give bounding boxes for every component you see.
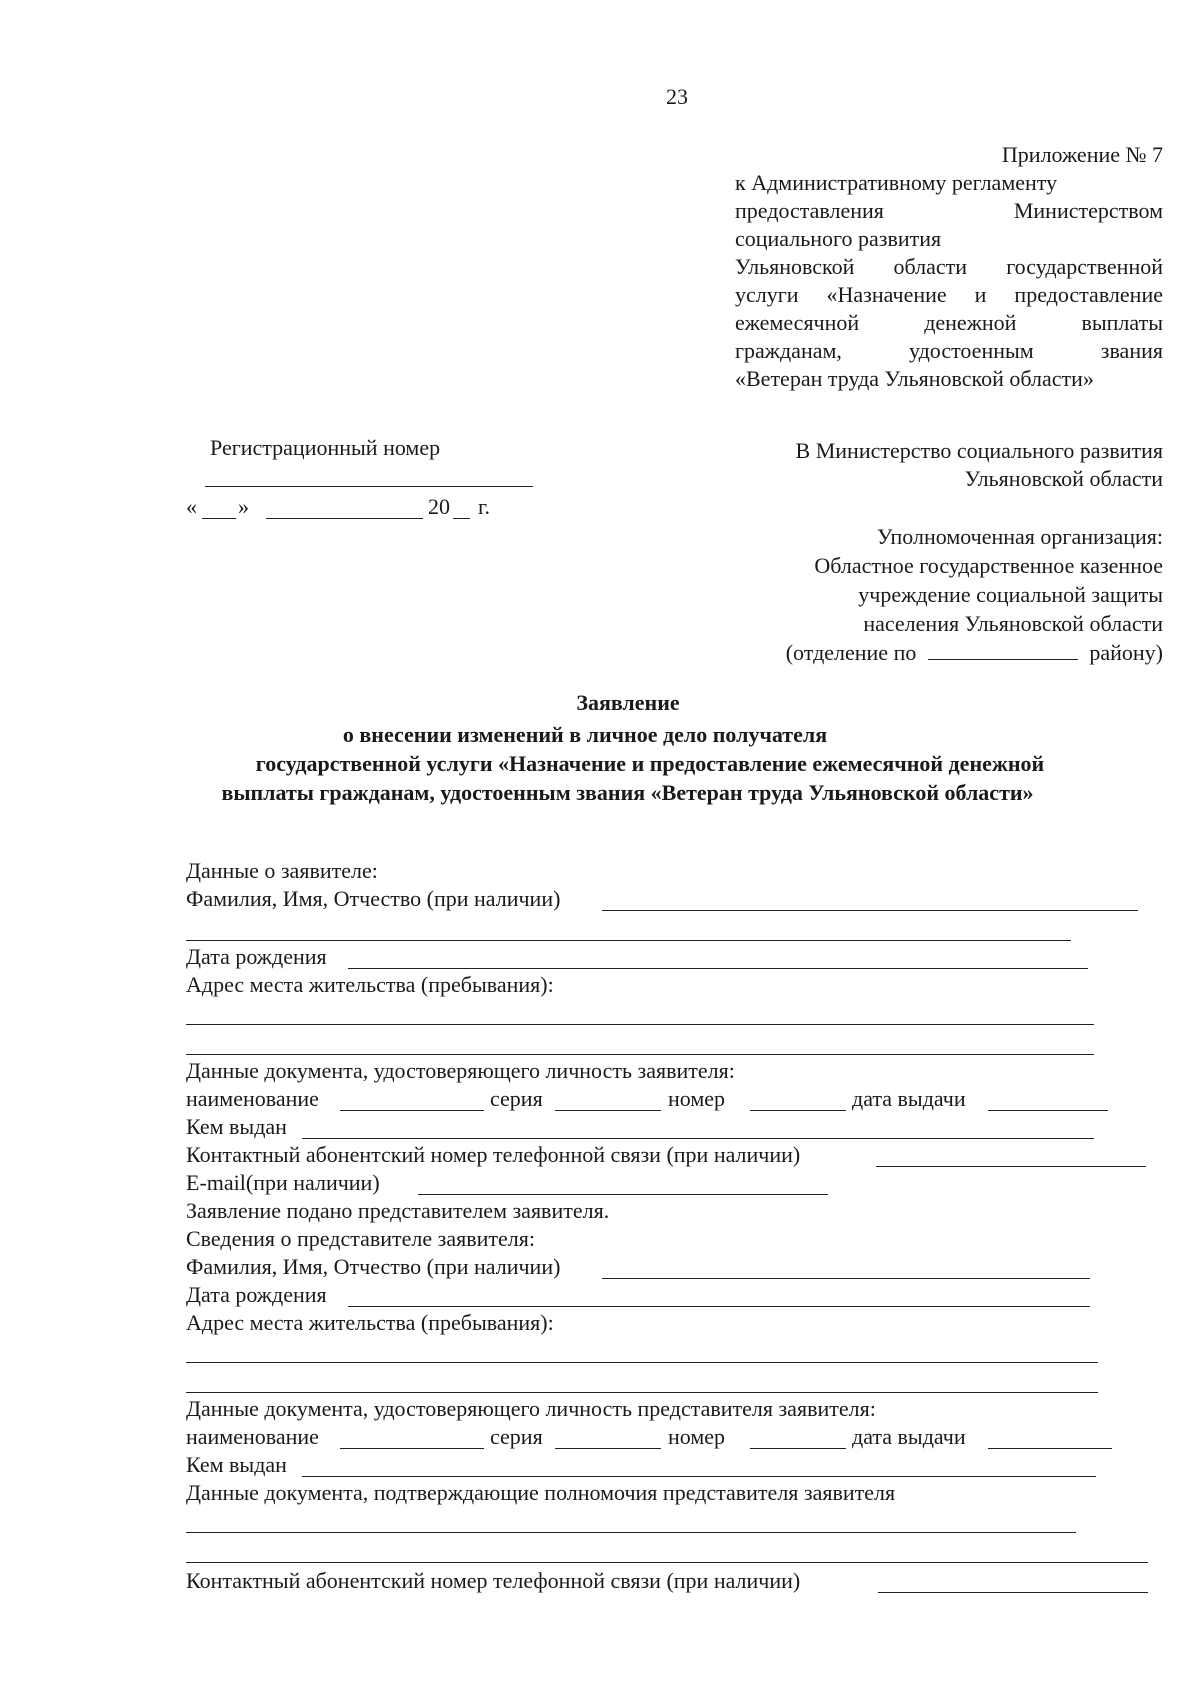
org-line-5: [786, 638, 1163, 667]
district-blank[interactable]: [928, 641, 1078, 660]
applicant-email-line[interactable]: [418, 1194, 828, 1195]
submitted-by-rep: Заявление подано представителем заявителя.: [186, 1198, 610, 1223]
org-line-4: населения Ульяновской области: [863, 611, 1163, 636]
applicant-number-line[interactable]: [750, 1110, 846, 1111]
rep-address-line-2[interactable]: [186, 1392, 1098, 1393]
appendix-line-5: [735, 253, 1163, 281]
rep-authority-doc-line-1[interactable]: [186, 1532, 1076, 1533]
appendix-text: выплаты: [1081, 310, 1163, 335]
appendix-line-2: к Административному регламенту: [735, 170, 1058, 195]
rep-phone-line[interactable]: [878, 1592, 1148, 1593]
applicant-id-doc-header: Данные документа, удостоверяющего личность заявителя:: [186, 1058, 735, 1083]
applicant-issued-by-label: Кем выдан: [186, 1114, 287, 1139]
rep-address-line-1[interactable]: [186, 1362, 1098, 1363]
org-text: (отделение по: [785, 640, 917, 665]
applicant-address-label: Адрес места жительства (пребывания):: [186, 972, 554, 997]
rep-id-doc-header: Данные документа, удостоверяющего личность представителя заявителя:: [186, 1396, 876, 1421]
appendix-number: Приложение № 7: [1001, 142, 1163, 167]
date-close-quote: »: [238, 494, 249, 519]
applicant-email-label: E-mail(при наличии): [186, 1170, 380, 1195]
appendix-text: области: [893, 254, 968, 279]
rep-birth-line[interactable]: [348, 1306, 1090, 1307]
org-line-3: учреждение социальной защиты: [858, 582, 1163, 607]
appendix-text: гражданам,: [735, 338, 842, 363]
applicant-phone-label: Контактный абонентский номер телефонной связи (при наличии): [186, 1142, 801, 1167]
appendix-line-4: социального развития: [735, 226, 942, 251]
page-number: 23: [666, 84, 688, 109]
appendix-text: предоставление: [1014, 282, 1163, 307]
rep-doc-name-line[interactable]: [340, 1448, 484, 1449]
appendix-text: удостоенным: [908, 338, 1034, 363]
document-title: [0, 688, 1200, 717]
rep-issued-by-label: Кем выдан: [186, 1452, 287, 1477]
appendix-line-7: [735, 309, 1163, 337]
recipient-block: [796, 437, 1163, 493]
applicant-fio-label: Фамилия, Имя, Отчество (при наличии): [186, 886, 561, 911]
date-open-quote: «: [186, 494, 197, 519]
appendix-line-3: [735, 197, 1163, 225]
rep-issue-date-label: дата выдачи: [852, 1424, 966, 1449]
rep-phone-label: Контактный абонентский номер телефонной связи (при наличии): [186, 1568, 801, 1593]
applicant-number-label: номер: [668, 1086, 726, 1111]
rep-doc-name-label: наименование: [186, 1424, 319, 1449]
rep-issued-by-line[interactable]: [302, 1476, 1096, 1477]
appendix-line-8: [735, 337, 1163, 365]
appendix-text: звания: [1100, 338, 1163, 363]
rep-series-line[interactable]: [555, 1448, 661, 1449]
appendix-block: [735, 141, 1163, 393]
appendix-text: услуги: [735, 282, 799, 307]
organization-block: [786, 522, 1163, 667]
applicant-doc-name-label: наименование: [186, 1086, 319, 1111]
org-line-1: Уполномоченная организация:: [876, 524, 1163, 549]
applicant-issued-by-line[interactable]: [302, 1138, 1094, 1139]
rep-authority-doc-line-2[interactable]: [186, 1562, 1148, 1563]
rep-authority-doc-label: Данные документа, подтверждающие полномочия представителя заявителя: [186, 1480, 896, 1505]
applicant-series-line[interactable]: [555, 1110, 661, 1111]
rep-number-label: номер: [668, 1424, 726, 1449]
rep-fio-label: Фамилия, Имя, Отчество (при наличии): [186, 1254, 561, 1279]
rep-birth-label: Дата рождения: [186, 1282, 327, 1307]
rep-address-label: Адрес места жительства (пребывания):: [186, 1310, 554, 1335]
appendix-text: государственной: [1006, 254, 1163, 279]
applicant-birth-line[interactable]: [348, 968, 1088, 969]
appendix-text: Ульяновской: [735, 254, 855, 279]
recipient-line-1: В Министерство социального развития: [795, 438, 1163, 463]
appendix-line-6: [735, 281, 1163, 309]
applicant-birth-label: Дата рождения: [186, 944, 327, 969]
registration-number-line[interactable]: [205, 486, 533, 487]
date-day-line[interactable]: [202, 518, 236, 519]
applicant-address-line-2[interactable]: [186, 1054, 1094, 1055]
rep-fio-line[interactable]: [602, 1278, 1090, 1279]
applicant-doc-name-line[interactable]: [340, 1110, 484, 1111]
appendix-text: «Назначение: [826, 282, 947, 307]
year-suffix: г.: [478, 494, 491, 519]
recipient-line-2: Ульяновской области: [964, 466, 1163, 491]
applicant-header: Данные о заявителе:: [186, 858, 378, 883]
applicant-fio-line-2[interactable]: [186, 940, 1071, 941]
title-line-4: выплаты гражданам, удостоенным звания «Ветеран труда Ульяновской области»: [221, 780, 1034, 805]
document-subtitle: [120, 720, 1200, 807]
applicant-address-line-1[interactable]: [186, 1024, 1094, 1025]
rep-number-line[interactable]: [750, 1448, 846, 1449]
appendix-text: денежной: [924, 310, 1017, 335]
appendix-text: Министерством: [1013, 198, 1163, 223]
rep-series-label: серия: [490, 1424, 543, 1449]
rep-issue-date-line[interactable]: [988, 1448, 1112, 1449]
org-text: району): [1089, 640, 1163, 665]
applicant-issue-date-line[interactable]: [988, 1110, 1108, 1111]
appendix-text: предоставления: [735, 198, 884, 223]
date-month-line[interactable]: [266, 518, 423, 519]
title-line-1: Заявление: [576, 690, 680, 715]
appendix-text: и: [974, 282, 987, 307]
year-prefix: 20: [428, 494, 450, 519]
org-line-2: Областное государственное казенное: [814, 553, 1163, 578]
date-year-line[interactable]: [453, 518, 470, 519]
title-line-3: государственной услуги «Назначение и предоставление ежемесячной денежной: [255, 751, 1045, 776]
applicant-fio-line[interactable]: [602, 910, 1138, 911]
applicant-series-label: серия: [490, 1086, 543, 1111]
applicant-issue-date-label: дата выдачи: [852, 1086, 966, 1111]
registration-label: Регистрационный номер: [210, 435, 441, 460]
appendix-line-9: «Ветеран труда Ульяновской области»: [735, 366, 1094, 391]
applicant-phone-line[interactable]: [876, 1166, 1146, 1167]
rep-header: Сведения о представителе заявителя:: [186, 1226, 535, 1251]
appendix-text: ежемесячной: [735, 310, 860, 335]
title-line-2: о внесении изменений в личное дело получателя: [342, 722, 828, 747]
